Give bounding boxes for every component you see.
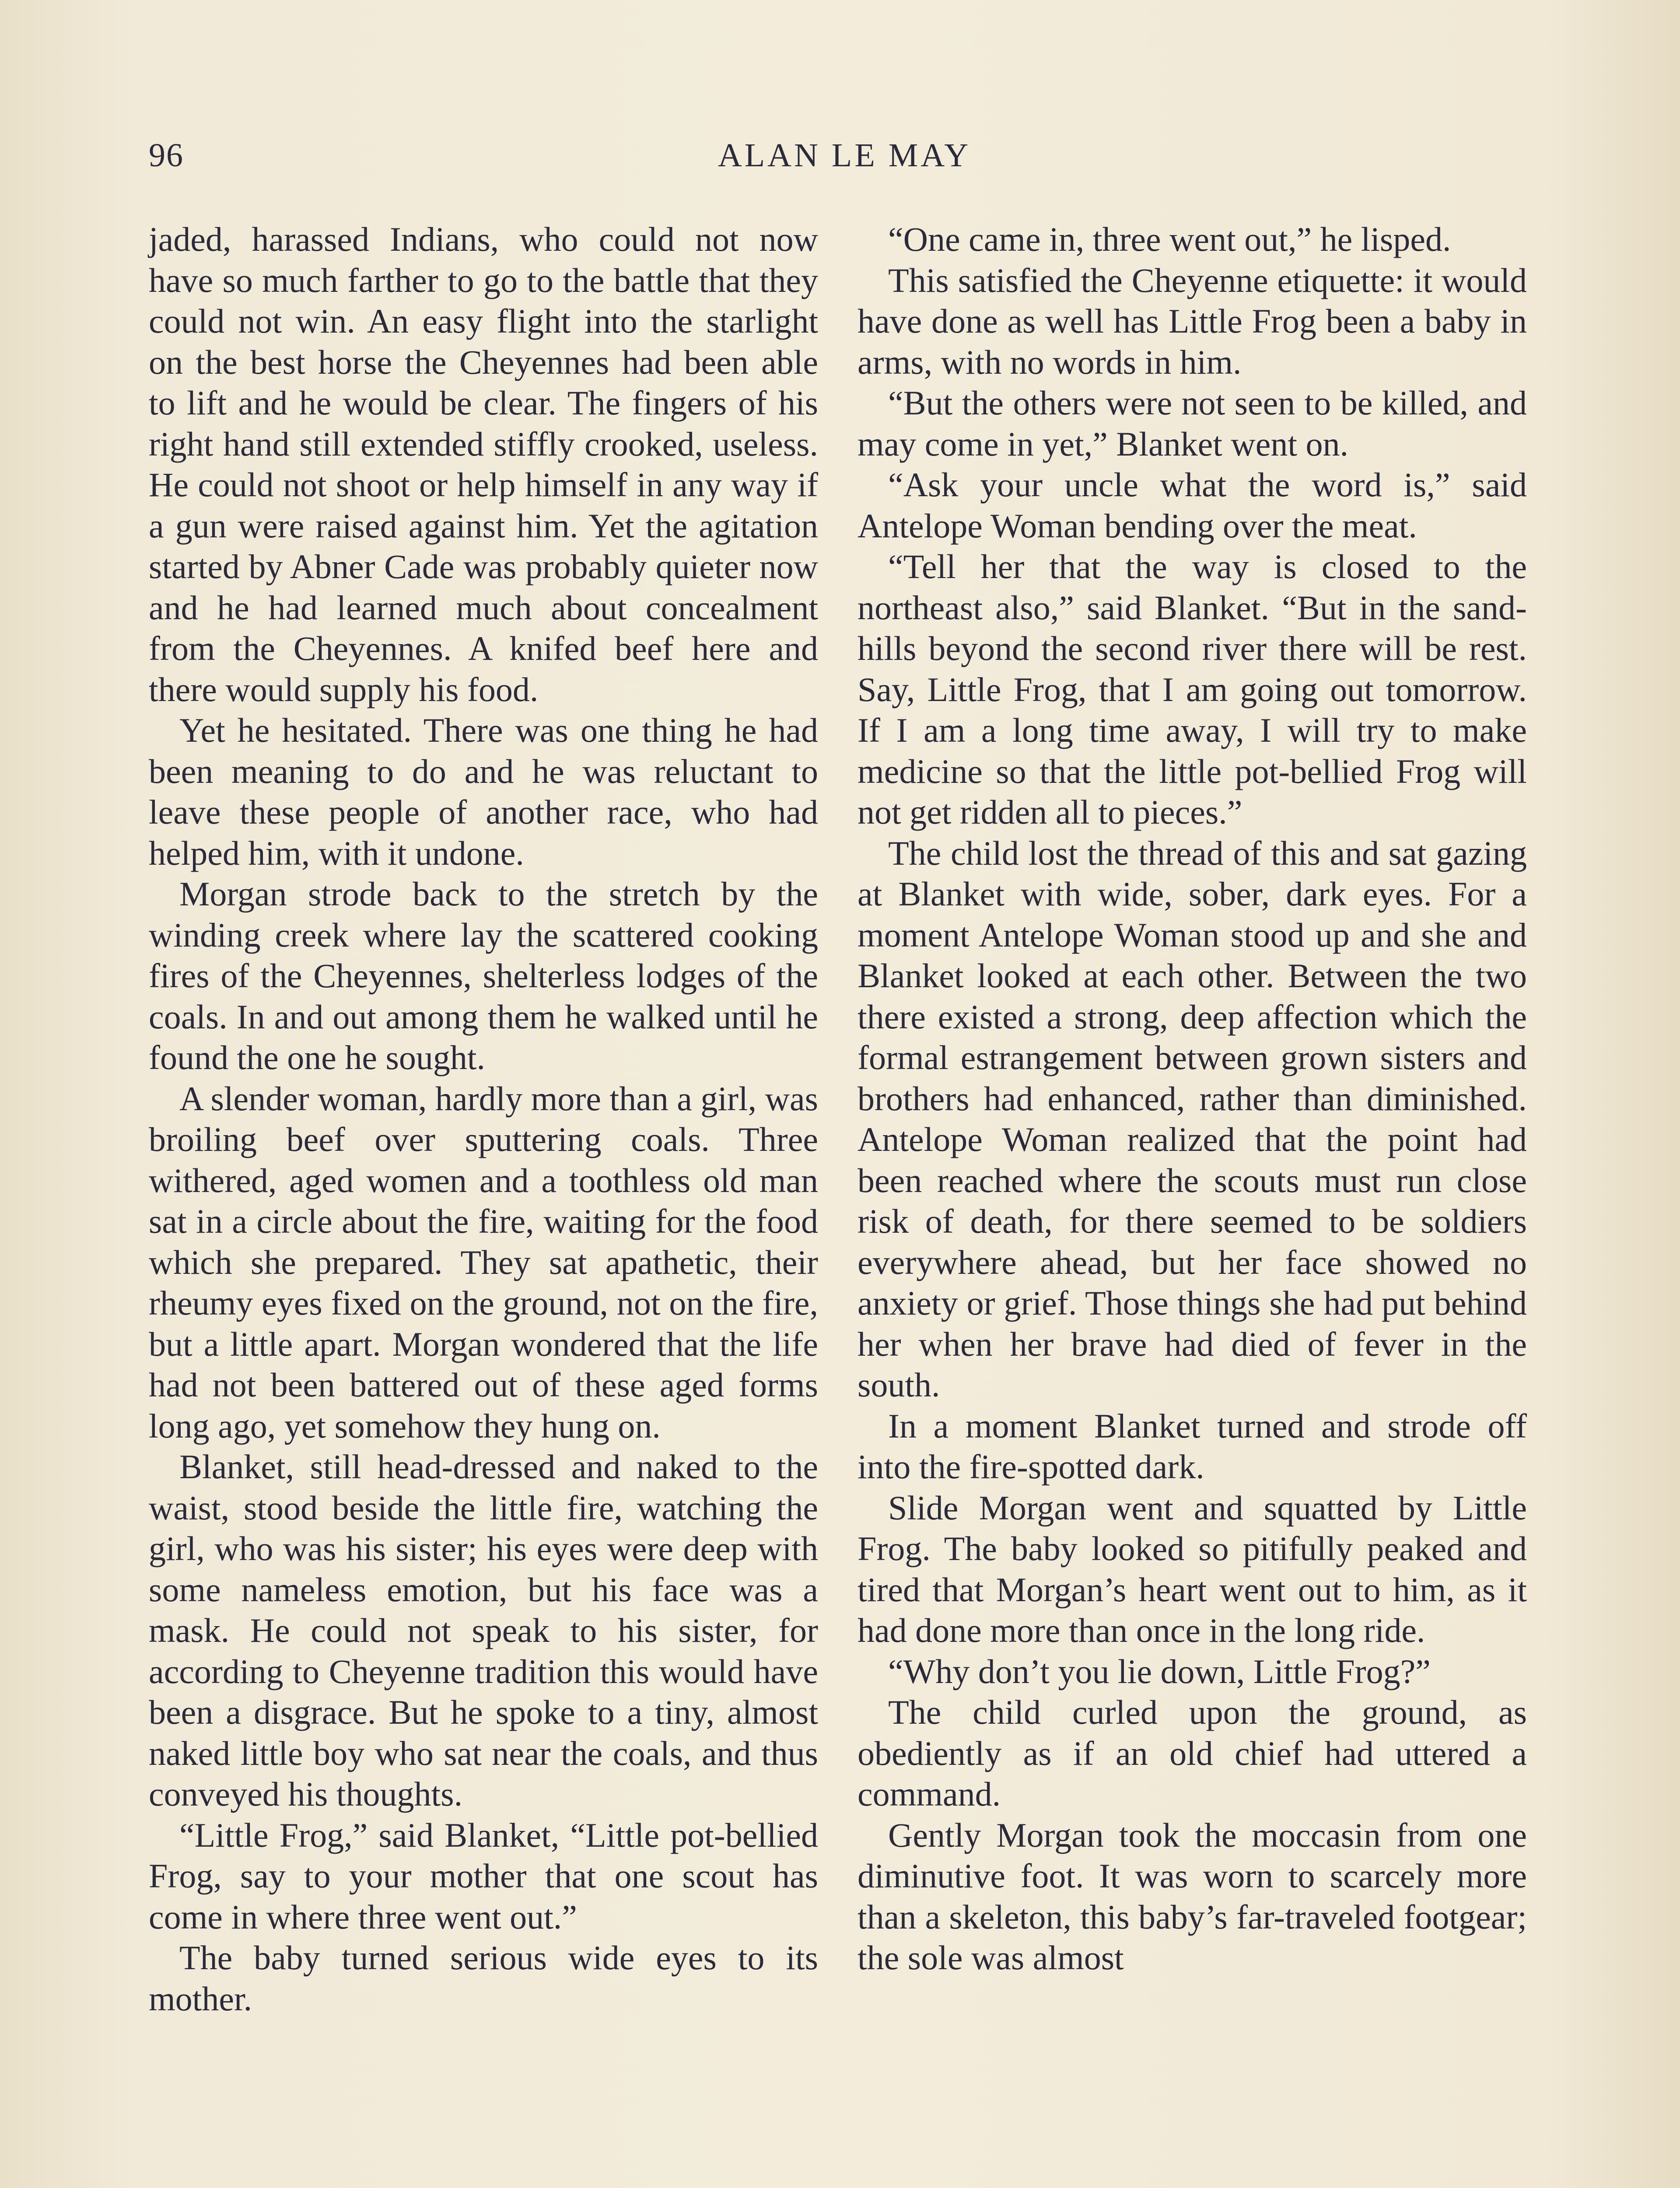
paragraph: “Ask your uncle what the word is,” said Antelope Woman bending over the meat. (858, 466, 1527, 545)
paragraph: Yet he hesitated. There was one thing he had been meaning to do and he was reluctant to leave these people of another race, who had helped him, with it undone. (149, 711, 818, 872)
paragraph: The child lost the thread of this and sat gazing at Blanket with wide, sober, dark eyes. For a moment Antelope Woman stood up and she and Blanket looked at each other. Between the two there existed a strong, deep affection which the formal estrangement between grown sisters and brothers had enhanced, rather than diminished. Antelope Woman realized that the point had been reached where the scouts must run close risk of death, for there seemed to be soldiers everywhere ahead, but her face showed no anxiety or grief. Those things she had put behind her when her brave had died of fever in the south. (858, 834, 1527, 1404)
left-column (149, 219, 818, 2019)
running-head: ALAN LE MAY (718, 137, 971, 174)
right-column (858, 219, 1527, 1978)
paragraph: Gently Morgan took the moccasin from one diminutive foot. It was worn to scarcely more than a skeleton, this baby’s far-traveled footgear; the sole was almost (858, 1816, 1527, 1977)
paragraph: “Tell her that the way is closed to the northeast also,” said Blanket. “But in the sand-hills beyond the second river there will be rest. Say, Little Frog, that I am going out tomorrow. If I am a long time away, I will try to make medicine so that the little pot-bellied Frog will not get ridden all to pieces.” (858, 547, 1527, 831)
paragraph: “But the others were not seen to be killed, and may come in yet,” Blanket went on. (858, 384, 1527, 463)
paragraph: Slide Morgan went and squatted by Little Frog. The baby looked so pitifully peaked and tired that Morgan’s heart went out to him, as it had done more than once in the long ride. (858, 1488, 1527, 1649)
paragraph: In a moment Blanket turned and strode off into the fire-spotted dark. (858, 1406, 1527, 1486)
page-header (149, 131, 1540, 188)
paragraph: “One came in, three went out,” he lisped. (888, 220, 1451, 258)
paragraph: Morgan strode back to the stretch by the winding creek where lay the scattered cooking fires of the Cheyennes, shelterless lodges of the coals. In and out among them he walked until he found the one he sought. (149, 875, 818, 1076)
page-number: 96 (149, 137, 184, 174)
paragraph: “Why don’t you lie down, Little Frog?” (888, 1652, 1431, 1690)
paragraph: This satisfied the Cheyenne etiquette: it would have done as well has Little Frog been a baby in arms, with no words in him. (858, 261, 1527, 381)
paragraph: Blanket, still head-dressed and naked to the waist, stood beside the little fire, watching the girl, who was his sister; his eyes were deep with some nameless emotion, but his face was a mask. He could not speak to his sister, for according to Cheyenne tradition this would have been a disgrace. But he spoke to a tiny, almost naked little boy who sat near the coals, and thus conveyed his thoughts. (149, 1448, 818, 1813)
paragraph: jaded, harassed Indians, who could not now have so much farther to go to the battle that they could not win. An easy flight into the starlight on the best horse the Cheyennes had been able to lift and he would be clear. The fingers of his right hand still extended stiffly crooked, useless. He could not shoot or help himself in any way if a gun were raised against him. Yet the agitation started by Abner Cade was probably quieter now and he had learned much about concealment from the Cheyennes. A knifed beef here and there would supply his food. (149, 220, 818, 708)
paragraph: A slender woman, hardly more than a girl, was broiling beef over sputtering coals. Three withered, aged women and a toothless old man sat in a circle about the fire, waiting for the food which she prepared. They sat apathetic, their rheumy eyes fixed on the ground, not on the fire, but a little apart. Morgan wondered that the life had not been battered out of these aged forms long ago, yet somehow they hung on. (149, 1079, 818, 1445)
paragraph: “Little Frog,” said Blanket, “Little pot-bellied Frog, say to your mother that one scout has come in where three went out.” (149, 1816, 818, 1936)
paragraph: The child curled upon the ground, as obediently as if an old chief had uttered a command. (858, 1693, 1527, 1813)
paragraph: The baby turned serious wide eyes to its mother. (149, 1939, 818, 2018)
